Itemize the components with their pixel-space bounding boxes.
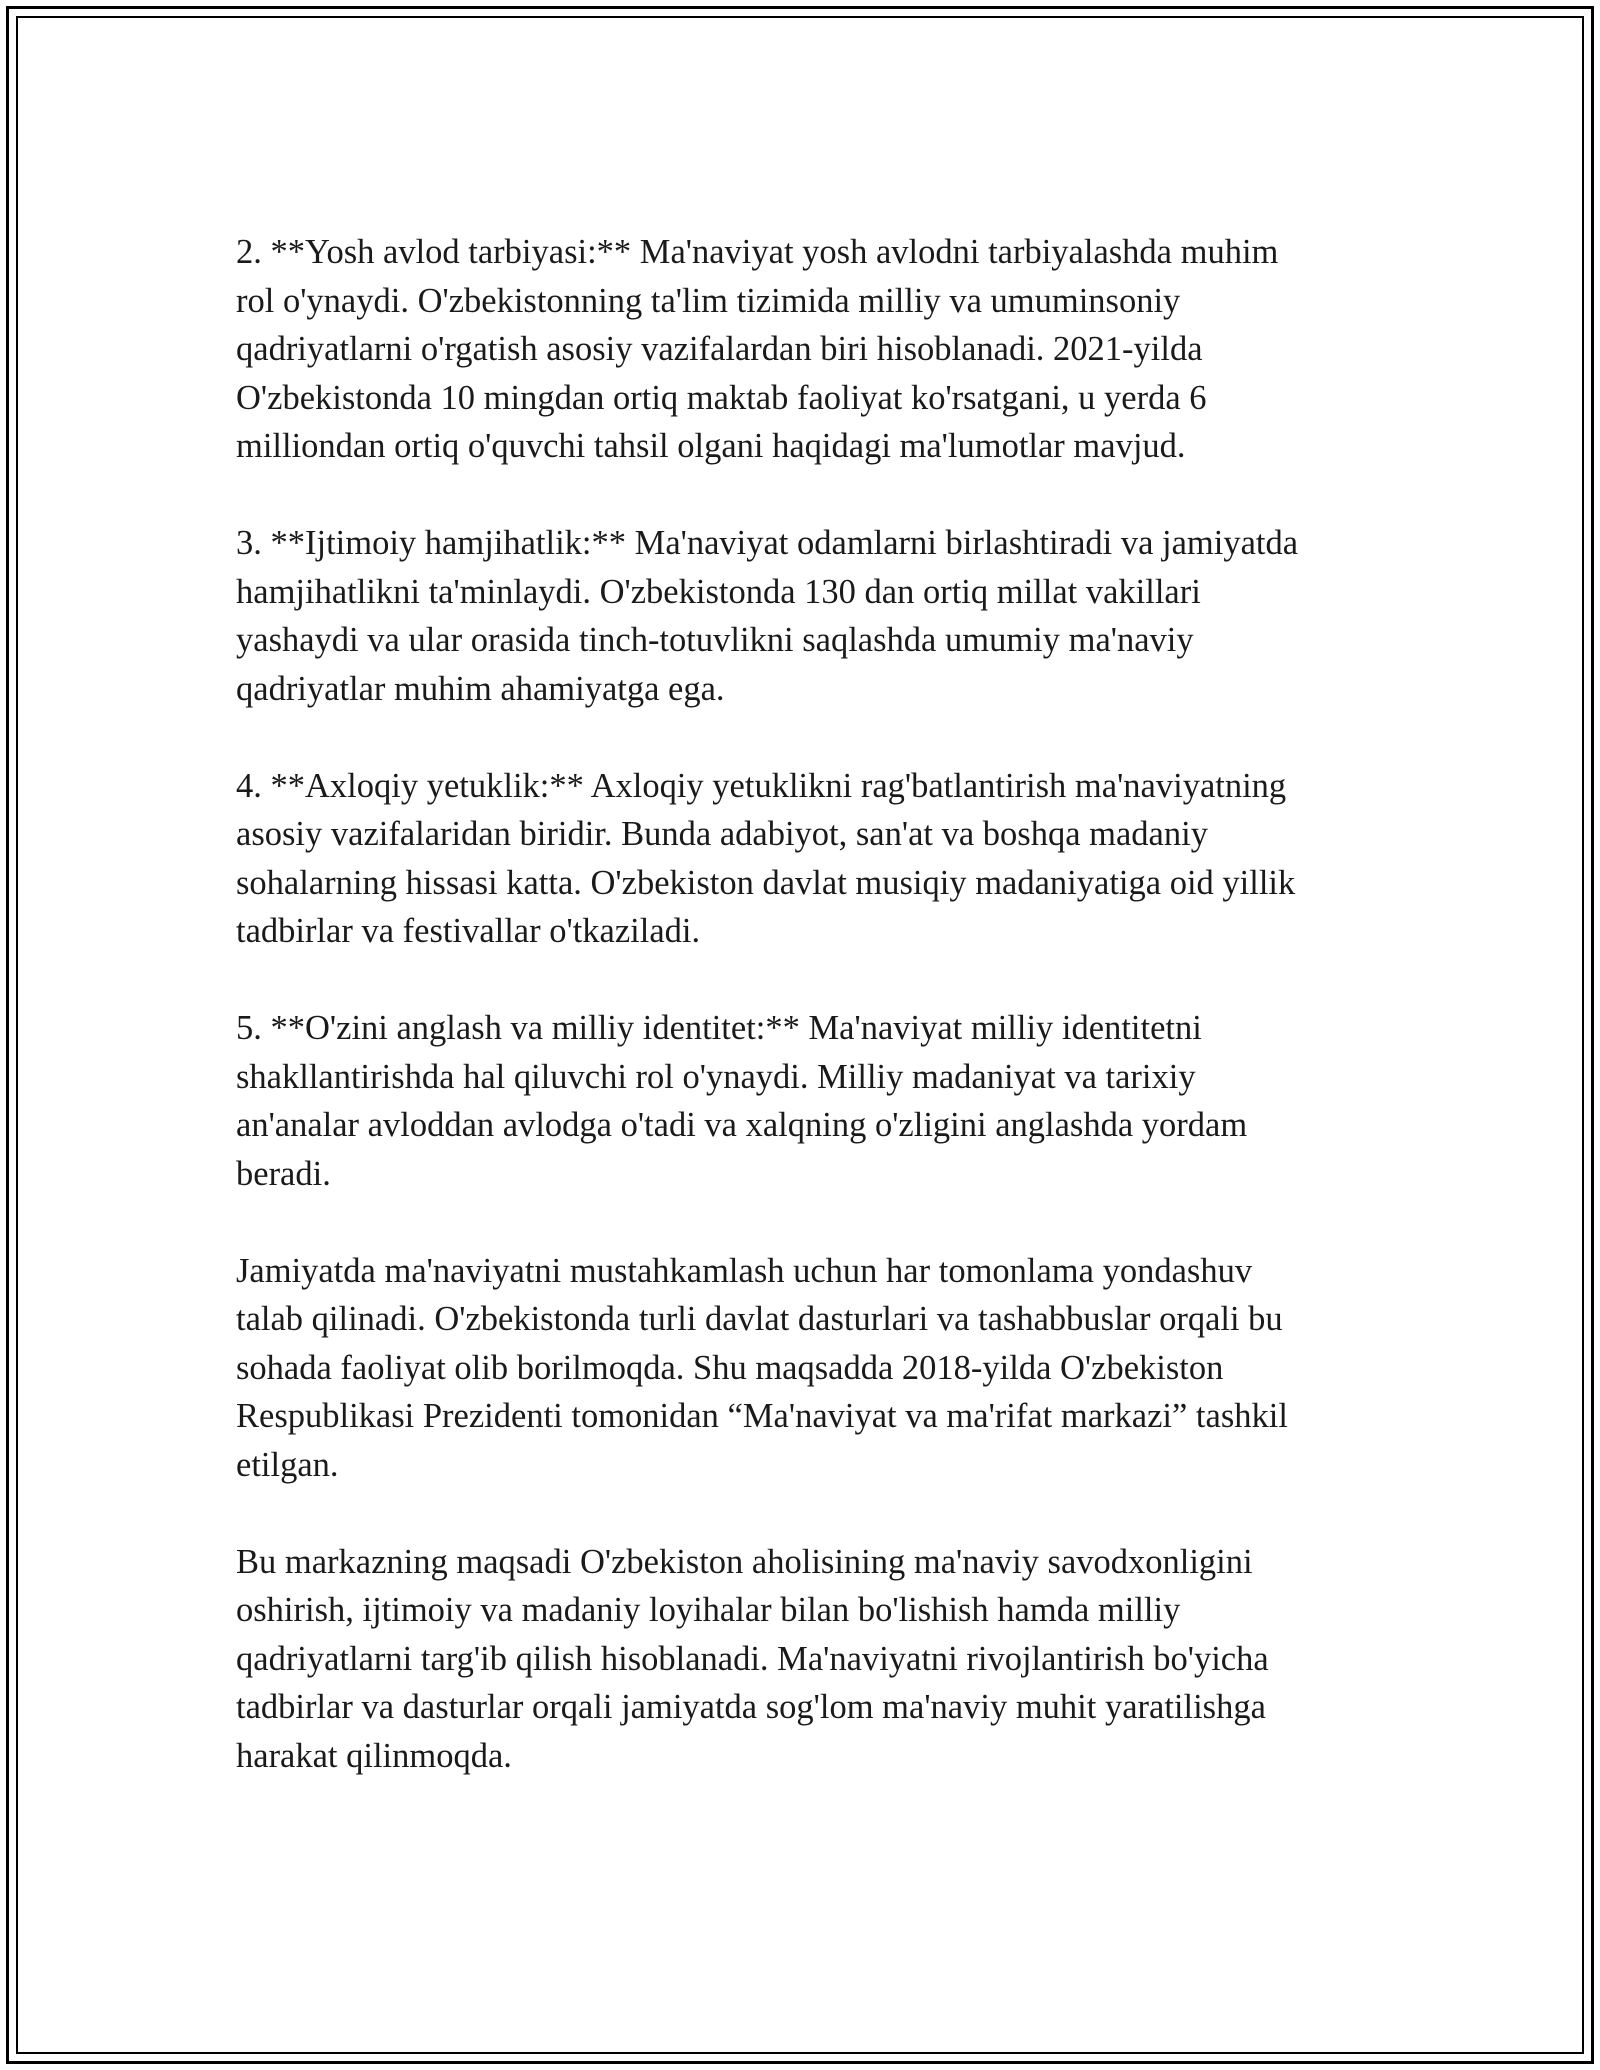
text-line: qadriyatlar muhim ahamiyatga ega. <box>236 669 725 708</box>
text-line: an'analar avloddan avlodga o'tadi va xalqning o'zligini anglashda yordam <box>236 1106 1248 1144</box>
text-line: tadbirlar va festivallar o'tkaziladi. <box>236 912 701 950</box>
text-line: etilgan. <box>236 1445 339 1484</box>
text-line: 3. **Ijtimoiy hamjihatlik:** Ma'naviyat odamlarni birlashtiradi va jamiyatda <box>236 524 1299 562</box>
text-line: talab qilinadi. O'zbekistonda turli davlat dasturlari va tashabbuslar orqali bu <box>236 1300 1283 1338</box>
paragraph-youth-education <box>236 228 1376 471</box>
text-line: Bu markazning maqsadi O'zbekiston aholisining ma'naviy savodxonligini <box>236 1542 1253 1581</box>
paragraph-strengthening-spirituality <box>236 1247 1376 1490</box>
text-line: yashaydi va ular orasida tinch-totuvlikni saqlashda umumiy ma'naviy <box>236 621 1194 659</box>
text-line: O'zbekistonda 10 mingdan ortiq maktab faoliyat ko'rsatgani, u yerda 6 <box>236 378 1207 417</box>
text-line: sohada faoliyat olib borilmoqda. Shu maqsadda 2018-yilda O'zbekiston <box>236 1348 1224 1387</box>
text-line: qadriyatlarni targ'ib qilish hisoblanadi. Ma'naviyatni rivojlantirish bo'yicha <box>236 1639 1269 1678</box>
paragraph-national-identity <box>236 1004 1376 1198</box>
text-line: rol o'ynaydi. O'zbekistonning ta'lim tizimida milliy va umuminsoniy <box>236 281 1181 320</box>
text-line: 2. **Yosh avlod tarbiyasi:** Ma'naviyat yosh avlodni tarbiyalashda muhim <box>236 233 1279 271</box>
paragraph-social-solidarity <box>236 519 1376 713</box>
text-line: Jamiyatda ma'naviyatni mustahkamlash uchun har tomonlama yondashuv <box>236 1251 1253 1290</box>
text-line: Respublikasi Prezidenti tomonidan “Ma'naviyat va ma'rifat markazi” tashkil <box>236 1397 1288 1435</box>
document-body <box>236 228 1376 1829</box>
text-line: sohalarning hissasi katta. O'zbekiston davlat musiqiy madaniyatiga oid yillik <box>236 863 1296 902</box>
text-line: hamjihatlikni ta'minlaydi. O'zbekistonda 130 dan ortiq millat vakillari <box>236 572 1201 611</box>
text-line: asosiy vazifalaridan biridir. Bunda adabiyot, san'at va boshqa madaniy <box>236 815 1208 853</box>
text-line: tadbirlar va dasturlar orqali jamiyatda sog'lom ma'naviy muhit yaratilishga <box>236 1688 1266 1726</box>
text-line: milliondan ortiq o'quvchi tahsil olgani haqidagi ma'lumotlar mavjud. <box>236 427 1186 465</box>
text-line: beradi. <box>236 1154 331 1193</box>
paragraph-moral-maturity <box>236 762 1376 956</box>
text-line: shakllantirishda hal qiluvchi rol o'ynaydi. Milliy madaniyat va tarixiy <box>236 1057 1196 1096</box>
text-line: 5. **O'zini anglash va milliy identitet:** Ma'naviyat milliy identitetni <box>236 1009 1202 1047</box>
text-line: harakat qilinmoqda. <box>236 1736 512 1775</box>
text-line: oshirish, ijtimoiy va madaniy loyihalar bilan bo'lishish hamda milliy <box>236 1591 1181 1629</box>
paragraph-center-goals <box>236 1538 1376 1781</box>
text-line: 4. **Axloqiy yetuklik:** Axloqiy yetuklikni rag'batlantirish ma'naviyatning <box>236 766 1287 805</box>
text-line: qadriyatlarni o'rgatish asosiy vazifalardan biri hisoblanadi. 2021-yilda <box>236 330 1203 368</box>
